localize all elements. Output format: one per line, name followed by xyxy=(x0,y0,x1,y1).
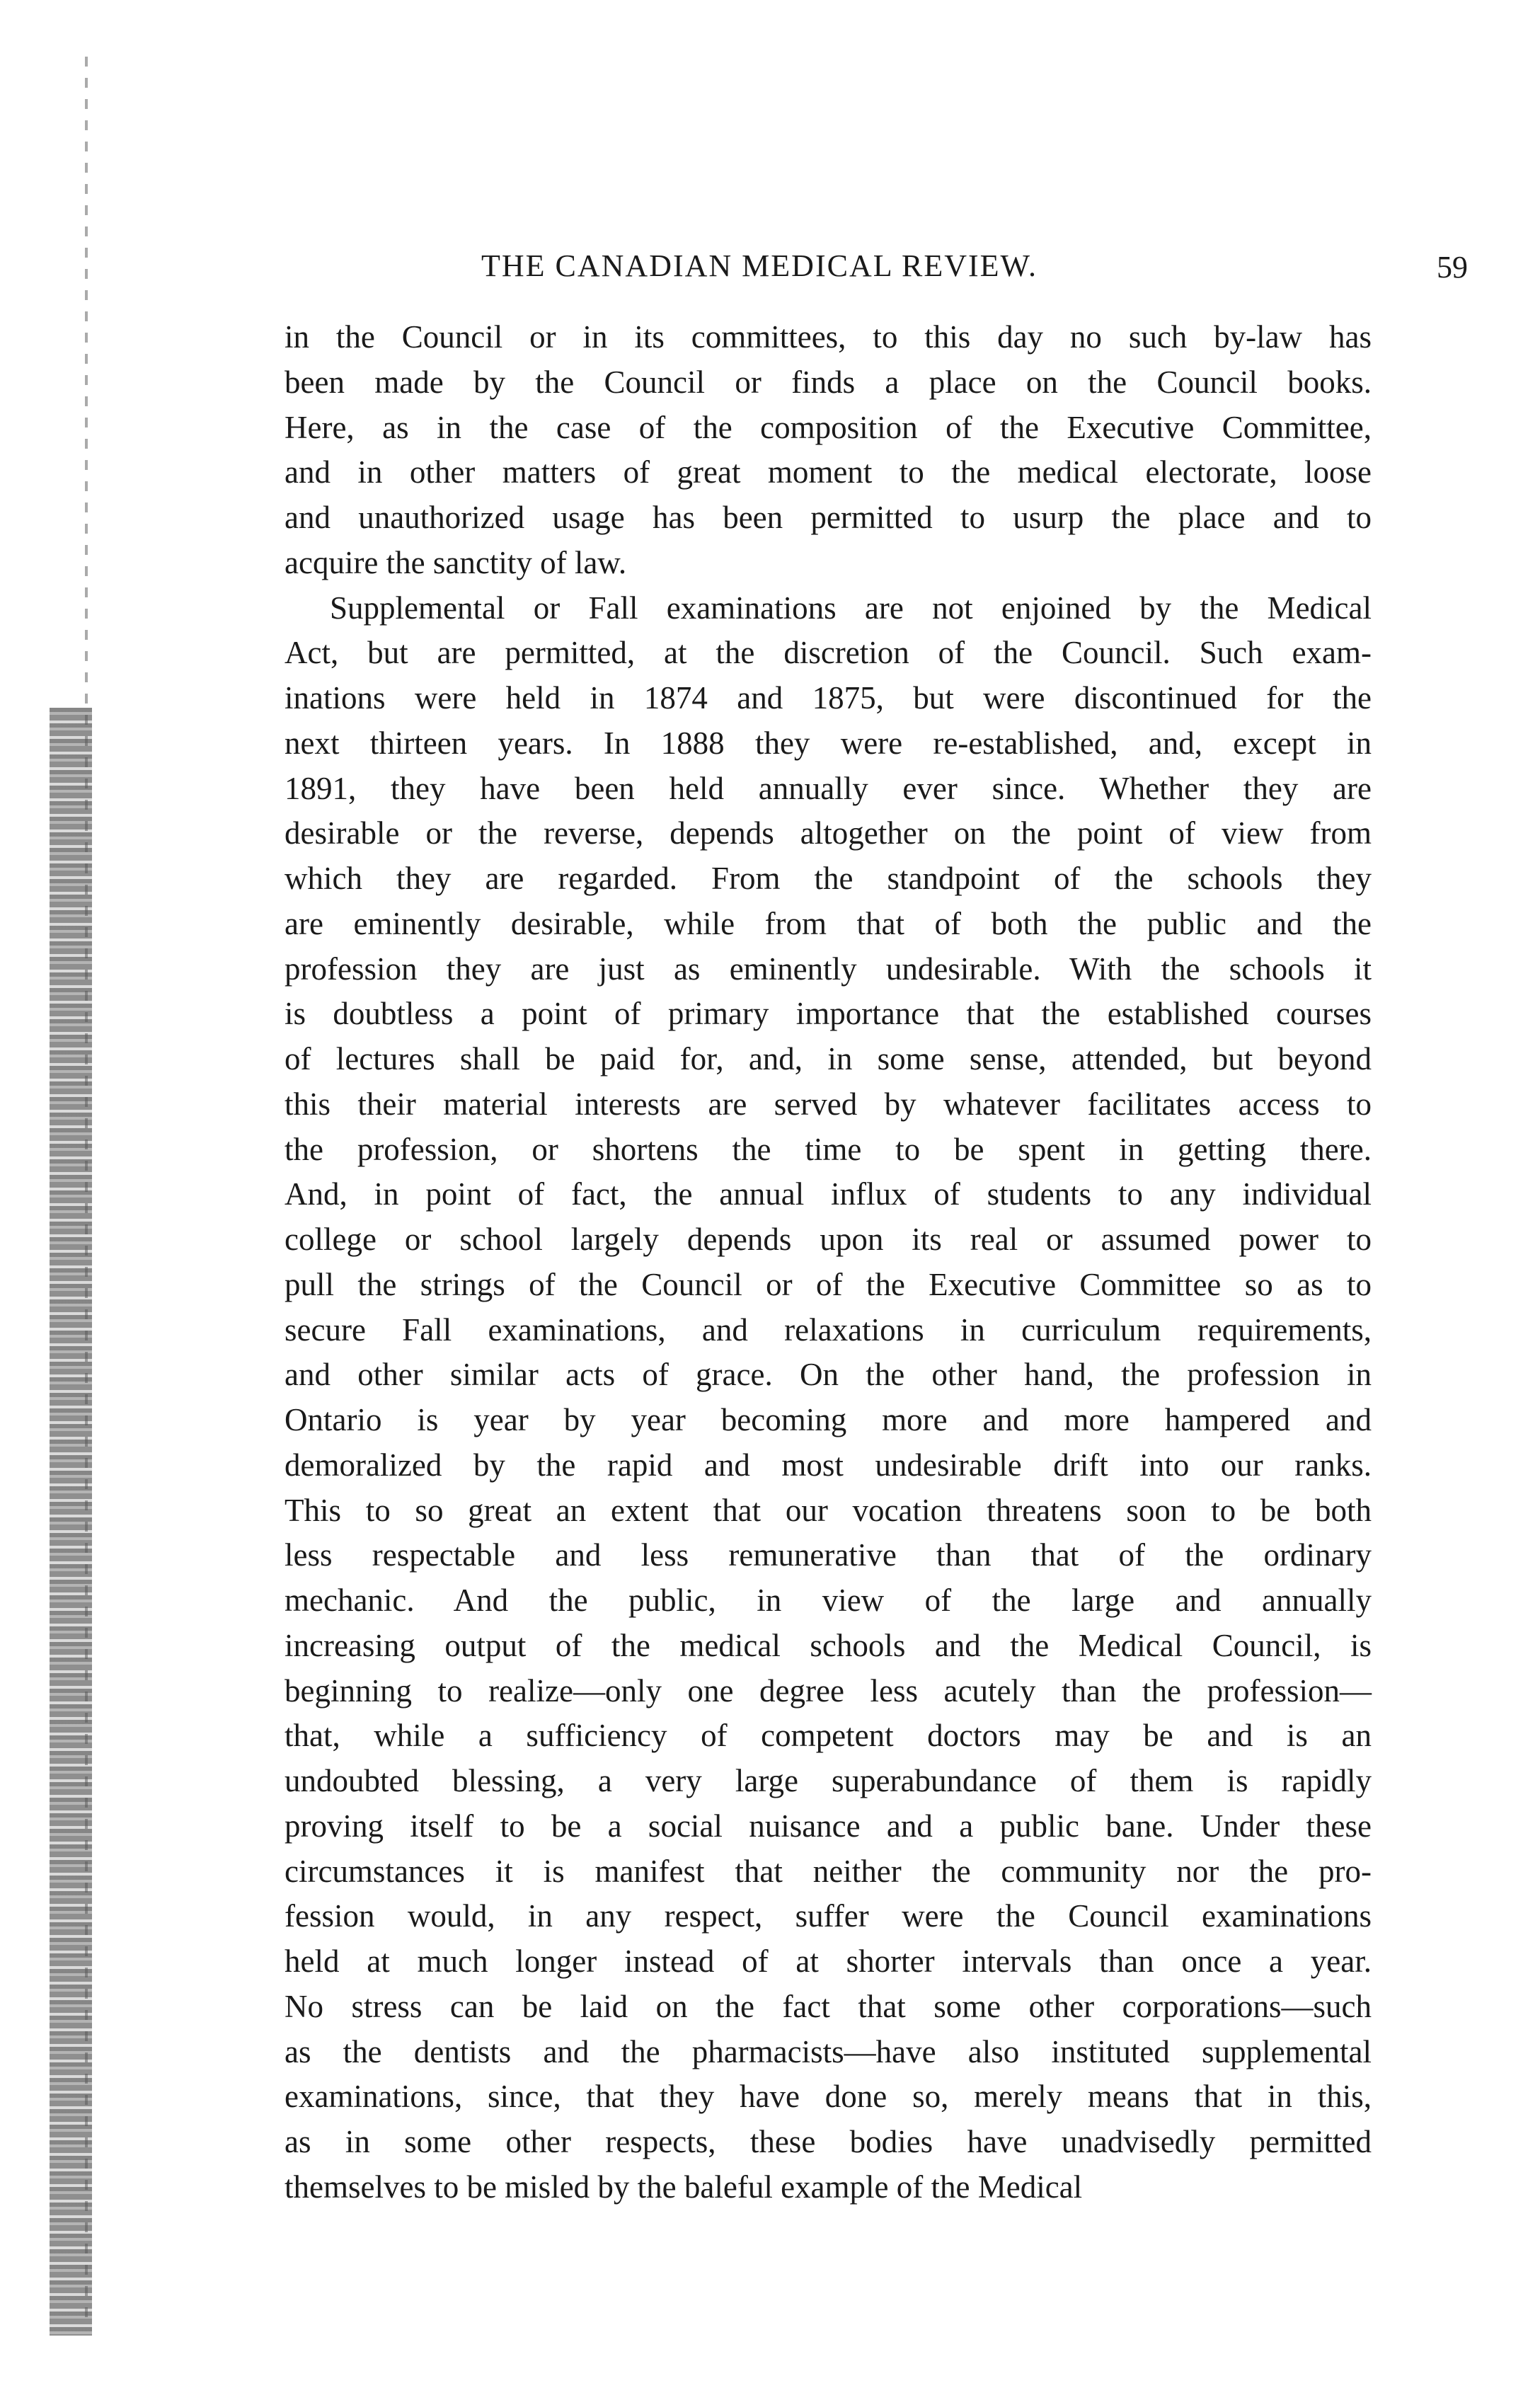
text-line: of lectures shall be paid for, and, in some sense, attended, but beyond xyxy=(285,1041,1372,1076)
text-line: next thirteen years. In 1888 they were re-established, and, except in xyxy=(285,725,1372,761)
page-number: 59 xyxy=(1437,250,1468,285)
text-line: proving itself to be a social nuisance and a public bane. Under these xyxy=(285,1808,1372,1844)
text-line: been made by the Council or finds a place on the Council books. xyxy=(285,364,1372,400)
text-line: fession would, in any respect, suffer were the Council examinations xyxy=(285,1898,1372,1934)
text-line: in the Council or in its committees, to this day no such by-law has xyxy=(285,319,1372,355)
text-line: desirable or the reverse, depends altogether on the point of view from xyxy=(285,815,1372,851)
text-line: undoubted blessing, a very large superabundance of them is rapidly xyxy=(285,1763,1372,1798)
text-line: This to so great an extent that our vocation threatens soon to be both xyxy=(285,1492,1372,1528)
text-line: as the dentists and the pharmacists—have also instituted supplemental xyxy=(285,2033,1372,2069)
text-line: are eminently desirable, while from that of both the public and the xyxy=(285,905,1372,941)
text-line: as in some other respects, these bodies have unadvisedly permitted xyxy=(285,2124,1372,2159)
text-line: less respectable and less remunerative than that of the ordinary xyxy=(285,1537,1372,1573)
text-line: examinations, since, that they have done so, merely means that in this, xyxy=(285,2079,1372,2115)
text-line: the profession, or shortens the time to be spent in getting there. xyxy=(285,1131,1372,1167)
text-line: acquire the sanctity of law. xyxy=(285,544,627,580)
text-line: secure Fall examinations, and relaxations in curriculum requirements, xyxy=(285,1311,1372,1348)
text-line: which they are regarded. From the standpoint of the schools they xyxy=(285,861,1372,896)
text-line: 1891, they have been held annually ever since. Whether they are xyxy=(285,770,1372,806)
text-line: inations were held in 1874 and 1875, but were discontinued for the xyxy=(285,680,1372,716)
text-line: mechanic. And the public, in view of the large and annually xyxy=(285,1583,1372,1618)
text-line: and other similar acts of grace. On the other hand, the profession in xyxy=(285,1357,1372,1393)
scan-edge-marks xyxy=(85,57,88,2321)
text-line: pull the strings of the Council or of the Executive Committee so as to xyxy=(285,1266,1372,1302)
text-line: circumstances it is manifest that neither the community nor the pro- xyxy=(285,1853,1372,1889)
text-line: profession they are just as eminently undesirable. With the schools it xyxy=(285,951,1372,987)
text-line: college or school largely depends upon its real or assumed power to xyxy=(285,1222,1372,1257)
text-line: that, while a sufficiency of competent doctors may be and is an xyxy=(285,1718,1372,1754)
text-line: Act, but are permitted, at the discretion of the Council. Such exam- xyxy=(285,635,1372,671)
text-line: Supplemental or Fall examinations are not enjoined by the Medical xyxy=(330,590,1372,626)
text-line: this their material interests are served by whatever facilitates access to xyxy=(285,1086,1372,1122)
text-line: demoralized by the rapid and most undesirable drift into our ranks. xyxy=(285,1447,1372,1483)
text-line: themselves to be misled by the baleful example of the Medical xyxy=(285,2169,1083,2205)
text-line: and unauthorized usage has been permitted to usurp the place and to xyxy=(285,500,1372,535)
text-line: is doubtless a point of primary importance that the established courses xyxy=(285,996,1372,1032)
text-line: and in other matters of great moment to the medical electorate, loose xyxy=(285,454,1372,490)
text-line: Ontario is year by year becoming more and more hampered and xyxy=(285,1402,1372,1437)
text-line: beginning to realize—only one degree less acutely than the profession— xyxy=(285,1672,1372,1709)
text-line: held at much longer instead of at shorter intervals than once a year. xyxy=(285,1943,1372,1979)
text-line: Here, as in the case of the composition of the Executive Committee, xyxy=(285,409,1372,445)
text-line: increasing output of the medical schools and the Medical Council, is xyxy=(285,1627,1372,1663)
text-line: And, in point of fact, the annual influx of students to any individual xyxy=(285,1176,1372,1212)
text-line: No stress can be laid on the fact that some other corporations—such xyxy=(285,1988,1372,2024)
running-title: THE CANADIAN MEDICAL REVIEW. xyxy=(481,248,1038,283)
